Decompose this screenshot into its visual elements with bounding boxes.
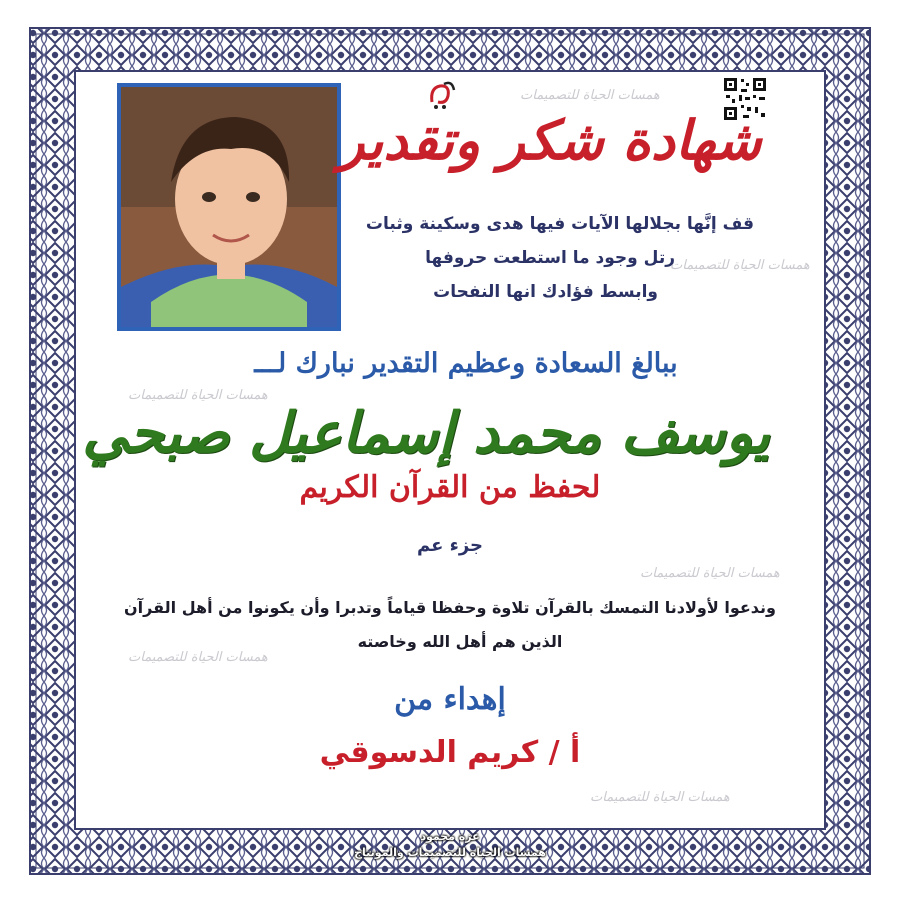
designer-credit: عزة محمود	[420, 830, 480, 843]
gift-label: إهداء من	[394, 682, 506, 717]
juz-label: جزء عم	[416, 535, 484, 556]
certificate-title: شهادة شكر وتقدير	[338, 108, 762, 172]
watermark: همسات الحياة للتصميمات	[590, 790, 730, 805]
verse-line: رتل وجود ما استطعت حروفها	[425, 248, 675, 268]
watermark: همسات الحياة للتصميمات	[640, 566, 780, 581]
calligraphy-logo-icon	[424, 76, 460, 112]
boy-portrait-photo	[117, 83, 341, 331]
verse-line: وابسط فؤادك انها النفحات	[433, 282, 658, 302]
dedication-line: وندعوا لأولادنا التمسك بالقرآن تلاوة وحفظا قياماً وتدبرا وأن يكونوا من أهل القرآن	[124, 598, 776, 617]
recipient-name: يوسف محمد إسماعيل صبحي	[82, 400, 770, 466]
teacher-name: أ / كريم الدسوقي	[319, 735, 581, 770]
dedication-line: الذين هم أهل الله وخاصته	[357, 632, 563, 651]
watermark: همسات الحياة للتصميمات	[670, 258, 810, 273]
studio-credit: همسات الحياة للتصميمات والمونتاج	[354, 846, 546, 859]
watermark: همسات الحياة للتصميمات	[520, 88, 660, 103]
award-reason: لحفظ من القرآن الكريم	[299, 470, 601, 505]
verse-line: قف إنَّها بجلالها الآيات فيها هدى وسكينة وثبات	[365, 214, 754, 234]
watermark: همسات الحياة للتصميمات	[128, 388, 268, 403]
congratulation-line: ببالغ السعادة وعظيم التقدير نبارك لـــ	[254, 348, 678, 379]
watermark: همسات الحياة للتصميمات	[128, 650, 268, 665]
